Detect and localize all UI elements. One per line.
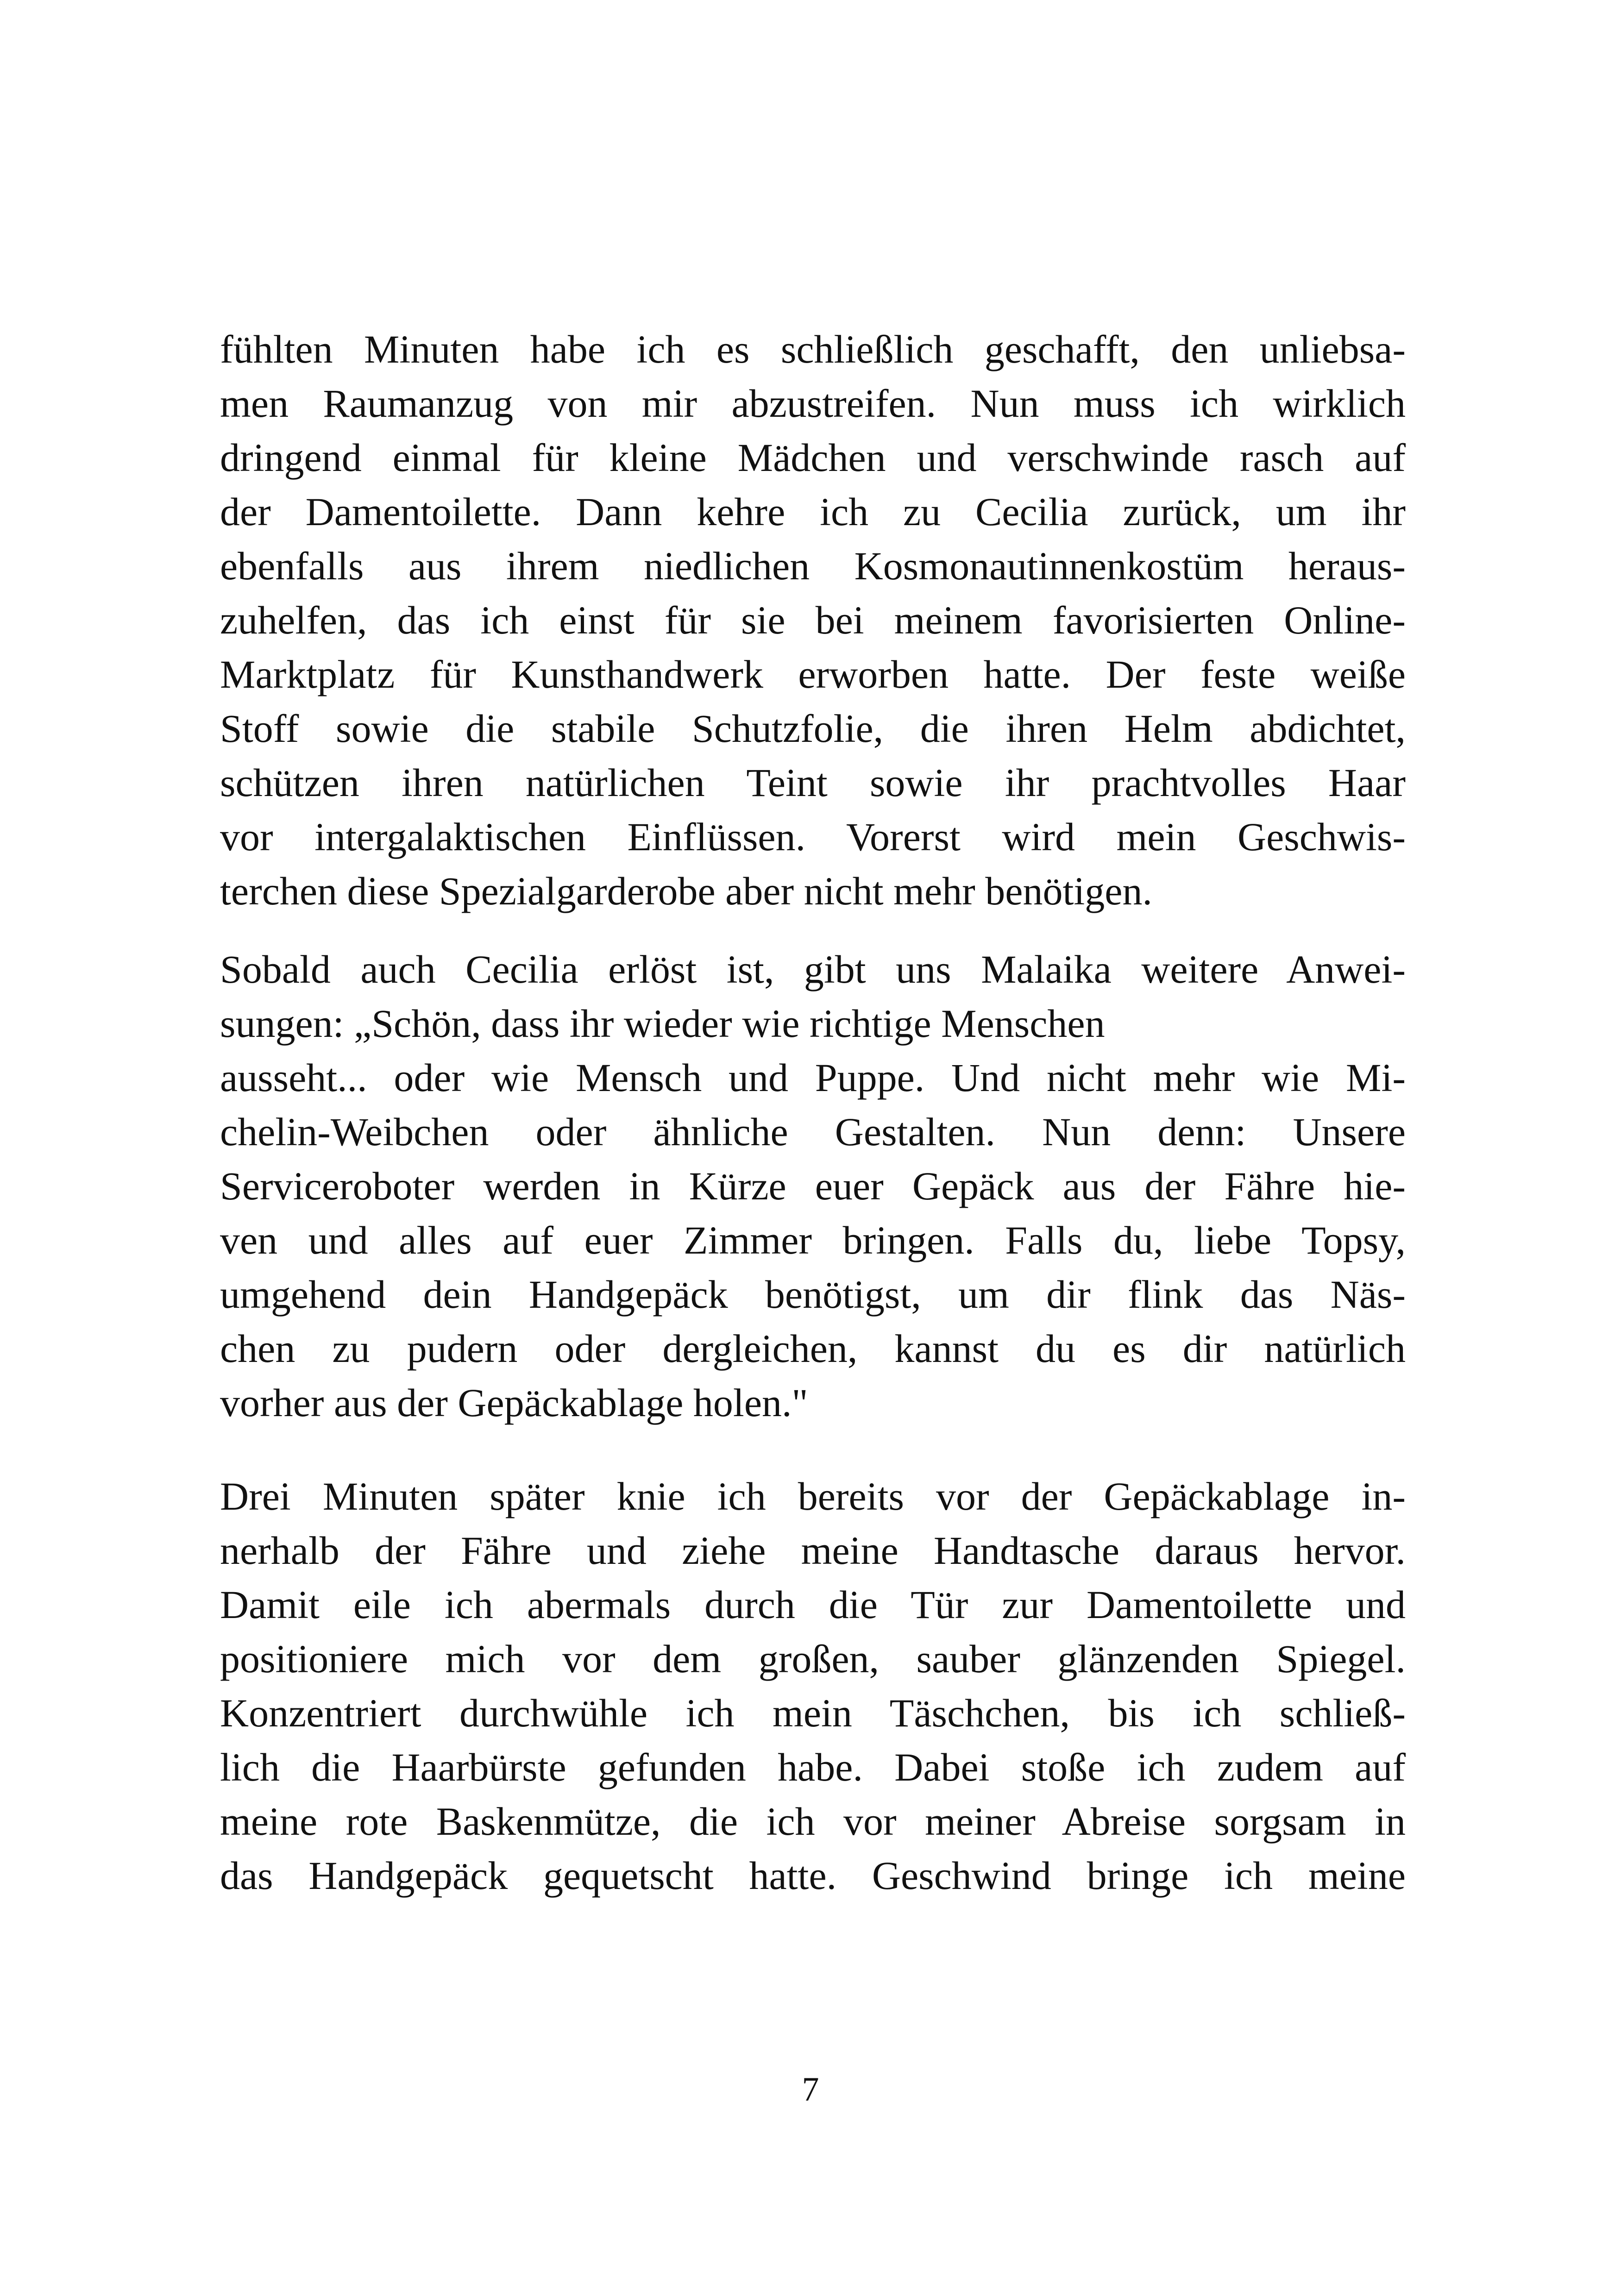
text-line: nerhalb der Fähre und ziehe meine Handtasche daraus hervor.	[220, 1528, 1406, 1573]
text-line: Sobald auch Cecilia erlöst ist, gibt uns Malaika weitere Anwei-	[220, 947, 1406, 991]
text-line: fühlten Minuten habe ich es schließlich geschafft, den unliebsa-	[220, 327, 1406, 371]
text-line: Konzentriert durchwühle ich mein Täschchen, bis ich schließ-	[220, 1691, 1406, 1735]
text-line: meine rote Baskenmütze, die ich vor meiner Abreise sorgsam in	[220, 1799, 1406, 1844]
text-line: terchen diese Spezialgarderobe aber nicht mehr benötigen.	[220, 869, 1152, 913]
text-line: ebenfalls aus ihrem niedlichen Kosmonautinnenkostüm heraus-	[220, 544, 1406, 588]
text-line: Drei Minuten später knie ich bereits vor der Gepäckablage in-	[220, 1474, 1406, 1518]
text-line: vorher aus der Gepäckablage holen."	[220, 1380, 808, 1425]
text-line: positioniere mich vor dem großen, sauber glänzenden Spiegel.	[220, 1637, 1406, 1681]
text-line: zuhelfen, das ich einst für sie bei meinem favorisierten Online-	[220, 598, 1406, 642]
text-line: Serviceroboter werden in Kürze euer Gepäck aus der Fähre hie-	[220, 1164, 1406, 1208]
text-line: Damit eile ich abermals durch die Tür zur Damentoilette und	[220, 1582, 1406, 1627]
text-line: chen zu pudern oder dergleichen, kannst du es dir natürlich	[220, 1326, 1406, 1371]
text-line: schützen ihren natürlichen Teint sowie ihr prachtvolles Haar	[220, 760, 1406, 805]
text-line: Stoff sowie die stabile Schutzfolie, die ihren Helm abdichtet,	[220, 706, 1406, 751]
text-line: chelin-Weibchen oder ähnliche Gestalten. Nun denn: Unsere	[220, 1110, 1406, 1154]
paragraph-2	[220, 942, 1406, 1430]
text-line: vor intergalaktischen Einflüssen. Vorerst wird mein Geschwis-	[220, 815, 1406, 859]
page-number: 7	[802, 2070, 819, 2108]
paragraph-3	[220, 1469, 1406, 1903]
text-line: sungen: „Schön, dass ihr wieder wie richtige Menschen	[220, 1001, 1105, 1046]
text-line: ausseht... oder wie Mensch und Puppe. Und nicht mehr wie Mi-	[220, 1055, 1406, 1100]
text-line: das Handgepäck gequetscht hatte. Geschwind bringe ich meine	[220, 1853, 1406, 1898]
text-line: lich die Haarbürste gefunden habe. Dabei stoße ich zudem auf	[220, 1745, 1406, 1789]
text-line: ven und alles auf euer Zimmer bringen. Falls du, liebe Topsy,	[220, 1218, 1406, 1262]
text-line: dringend einmal für kleine Mädchen und verschwinde rasch auf	[220, 435, 1406, 480]
text-line: Marktplatz für Kunsthandwerk erworben hatte. Der feste weiße	[220, 652, 1406, 696]
paragraph-1	[220, 322, 1406, 918]
text-line: umgehend dein Handgepäck benötigst, um dir flink das Näs-	[220, 1272, 1406, 1317]
text-line: der Damentoilette. Dann kehre ich zu Cecilia zurück, um ihr	[220, 489, 1406, 534]
text-line: men Raumanzug von mir abzustreifen. Nun muss ich wirklich	[220, 381, 1406, 426]
